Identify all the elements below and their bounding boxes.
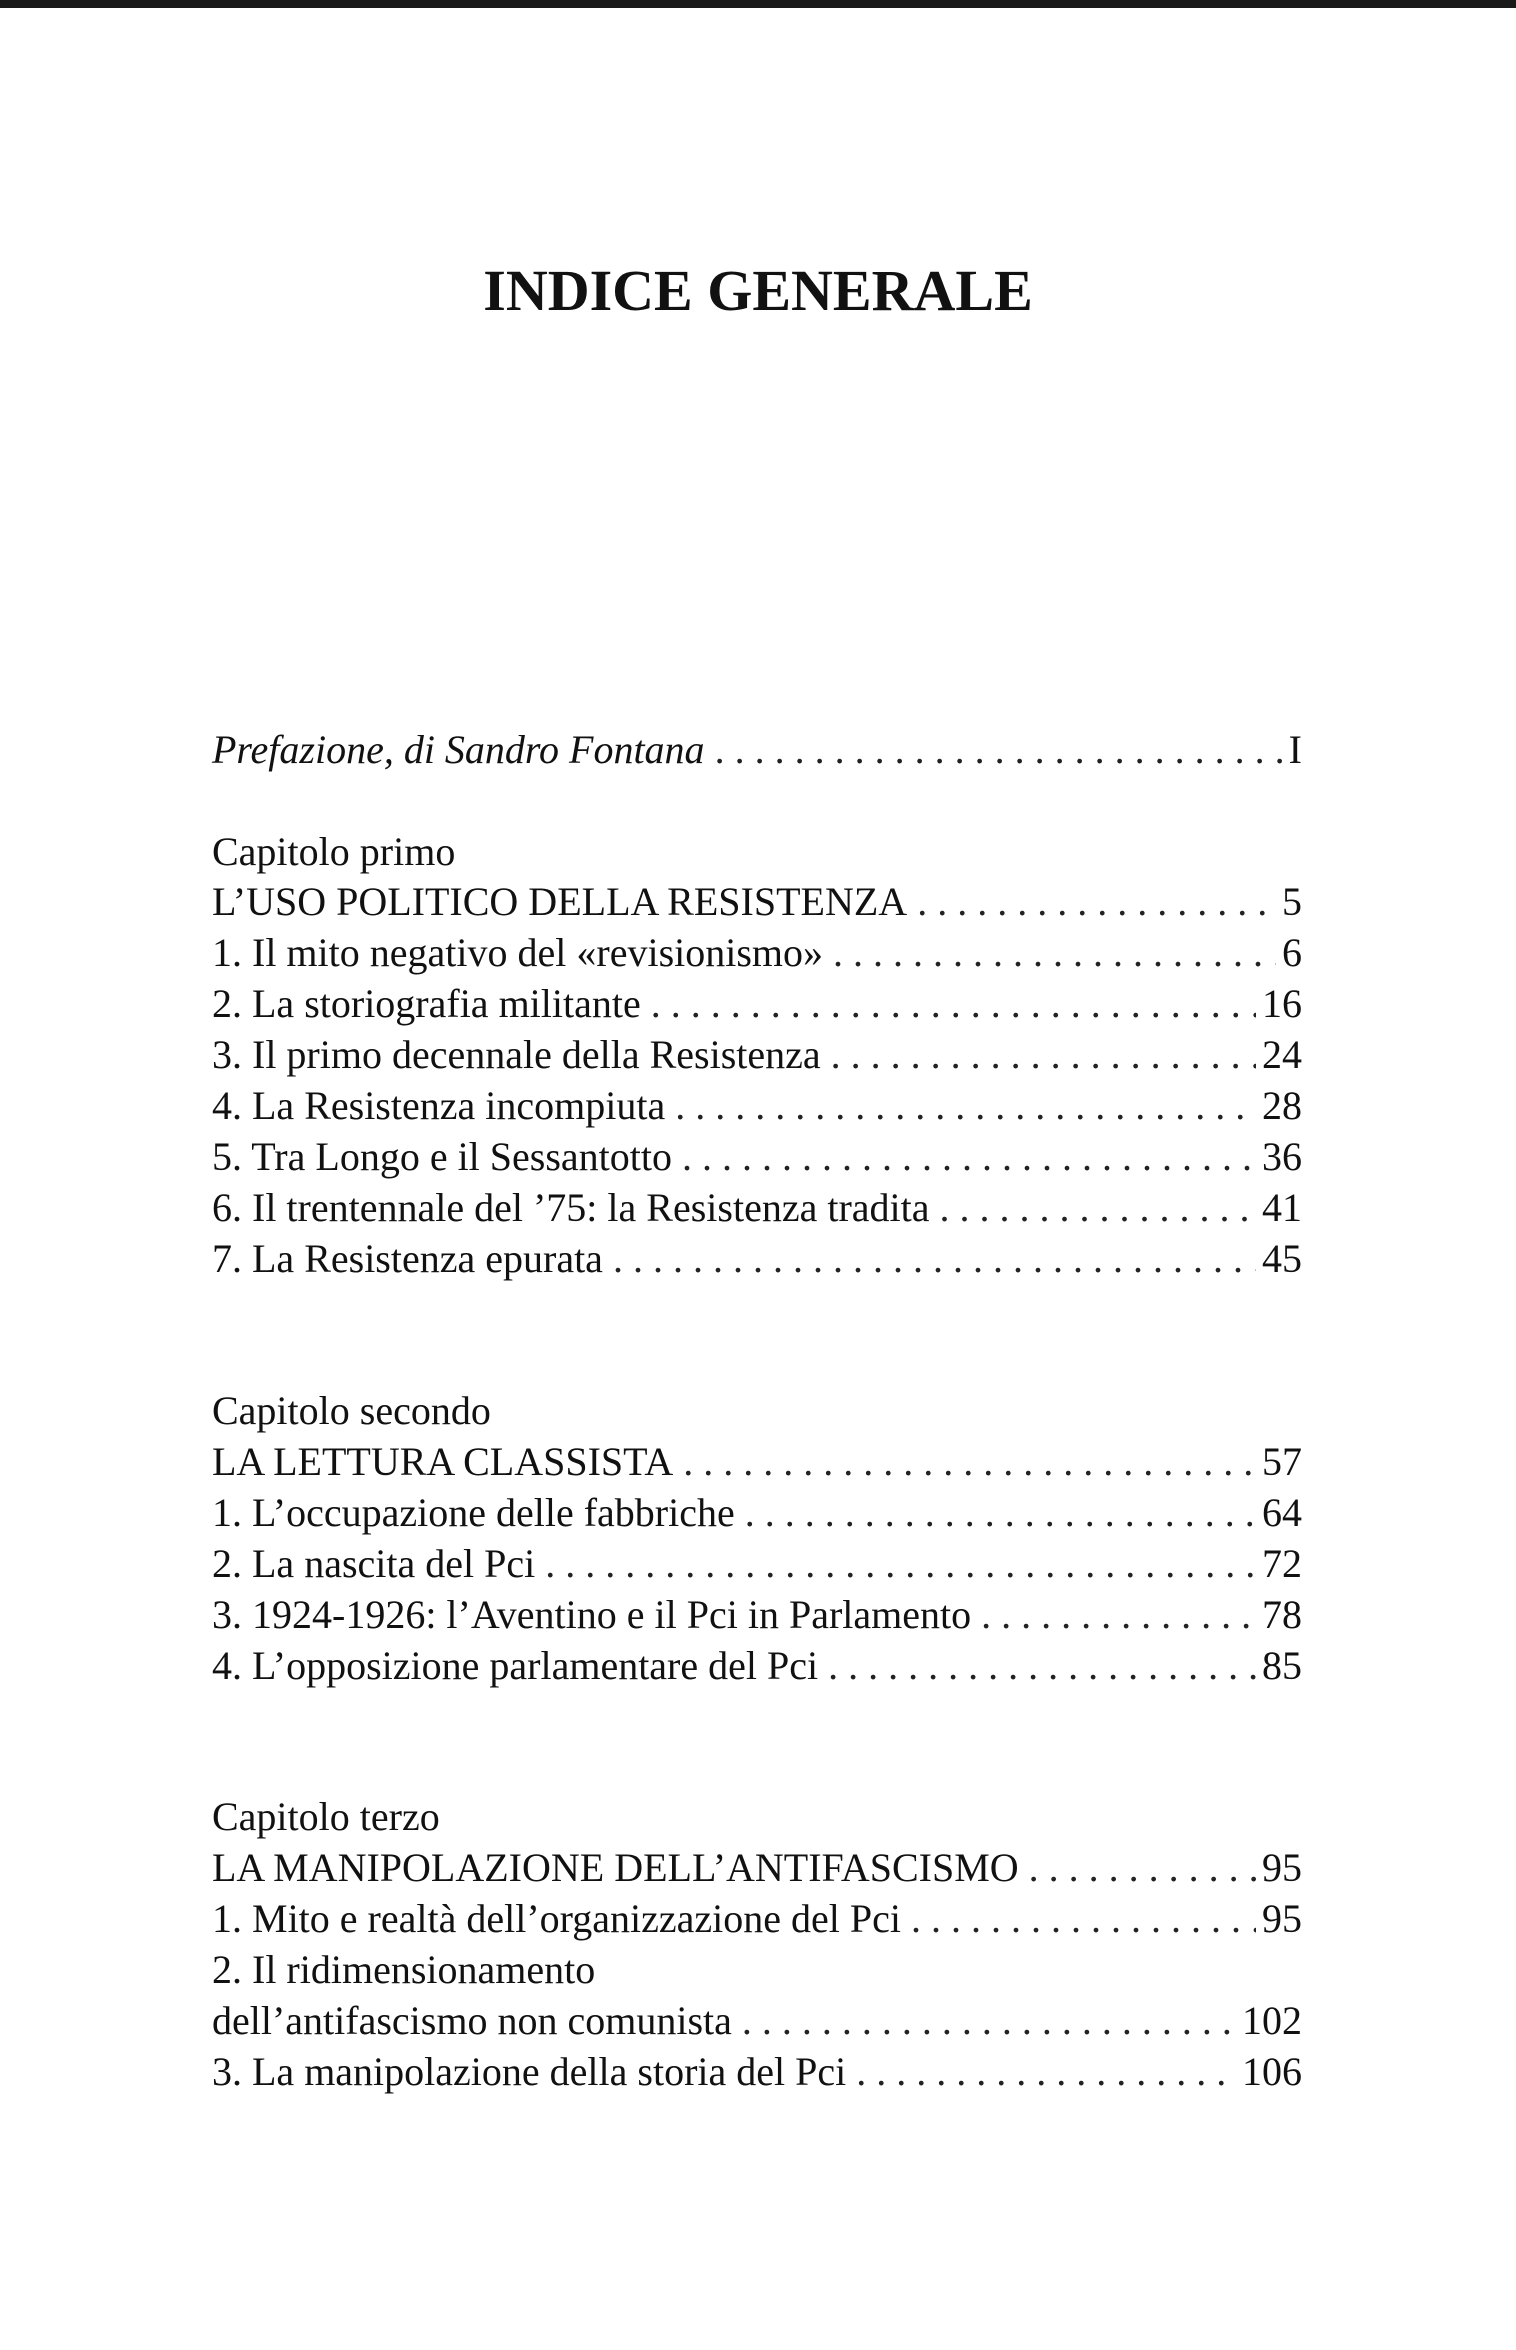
dot-leader [911, 1893, 1256, 1945]
dot-leader [833, 927, 1276, 979]
top-border-rule [0, 0, 1516, 8]
toc-entry-title: dell’antifascismo non comunista [212, 1998, 732, 2043]
chapter-heading-title: LA MANIPOLAZIONE DELL’ANTIFASCISMO [212, 1845, 1019, 1890]
toc-entry-page: 106 [1242, 2049, 1302, 2094]
toc-entry-page: I [1288, 727, 1302, 772]
toc-entry-page: 95 [1262, 1896, 1302, 1941]
toc-entry-page: 6 [1282, 930, 1302, 975]
dot-leader [683, 1436, 1256, 1488]
toc-entry-title: 3. 1924-1926: l’Aventino e il Pci in Parlamento [212, 1592, 972, 1637]
dot-leader [917, 876, 1276, 928]
dot-leader [828, 1640, 1256, 1692]
toc-entry [212, 1487, 1302, 1539]
toc-entry-page: 28 [1262, 1083, 1302, 1128]
toc-entry-page: 16 [1262, 981, 1302, 1026]
chapter-label: Capitolo terzo [212, 1794, 440, 1839]
toc-entry-title: 1. Il mito negativo del «revisionismo» [212, 930, 824, 975]
chapter-heading [212, 1436, 1302, 1488]
page-title: INDICE GENERALE [483, 258, 1033, 323]
toc-entry [212, 1640, 1302, 1692]
toc-entry-title-first-line: 2. Il ridimensionamento [212, 1947, 596, 1992]
dot-leader [675, 1080, 1256, 1132]
toc-entry-title: 2. La storiografia militante [212, 981, 641, 1026]
chapter-heading-page: 5 [1282, 879, 1302, 924]
toc-entry-page: 41 [1262, 1185, 1302, 1230]
chapter-label: Capitolo secondo [212, 1388, 491, 1433]
toc-entry [212, 1995, 1302, 2047]
chapter-heading-title: L’USO POLITICO DELLA RESISTENZA [212, 879, 908, 924]
toc-entry [212, 1233, 1302, 1285]
toc-entry-title: 4. La Resistenza incompiuta [212, 1083, 666, 1128]
toc-entry [212, 927, 1302, 979]
dot-leader [1029, 1842, 1256, 1894]
toc-entry [212, 1029, 1302, 1081]
toc-entry-title: 4. L’opposizione parlamentare del Pci [212, 1643, 819, 1688]
toc-entry-title: Prefazione, di Sandro Fontana [212, 727, 705, 772]
toc-entry-page: 45 [1262, 1236, 1302, 1281]
toc-entry-page: 85 [1262, 1643, 1302, 1688]
toc-entry-title: 5. Tra Longo e il Sessantotto [212, 1134, 673, 1179]
toc-entry [212, 978, 1302, 1030]
dot-leader [613, 1233, 1256, 1285]
chapter-heading [212, 876, 1302, 928]
dot-leader [940, 1182, 1257, 1234]
toc-entry [212, 1538, 1302, 1590]
toc-entry [212, 1589, 1302, 1641]
toc-entry [212, 1182, 1302, 1234]
toc-entry-title: 6. Il trentennale del ’75: la Resistenza tradita [212, 1185, 930, 1230]
toc-entry-page: 72 [1262, 1541, 1302, 1586]
toc-entry-title: 2. La nascita del Pci [212, 1541, 536, 1586]
toc-entry [212, 1893, 1302, 1945]
dot-leader [545, 1538, 1256, 1590]
toc-entry-title: 3. La manipolazione della storia del Pci [212, 2049, 847, 2094]
toc-entry-title: 7. La Resistenza epurata [212, 1236, 603, 1281]
toc-entry-page: 24 [1262, 1032, 1302, 1077]
toc-entry [212, 1080, 1302, 1132]
toc-entry [212, 2046, 1302, 2098]
chapter-heading [212, 1842, 1302, 1894]
dot-leader [981, 1589, 1256, 1641]
dot-leader [715, 724, 1283, 776]
chapter-heading-page: 95 [1262, 1845, 1302, 1890]
chapter-heading-title: LA LETTURA CLASSISTA [212, 1439, 674, 1484]
toc-entry-title: 3. Il primo decennale della Resistenza [212, 1032, 821, 1077]
dot-leader [831, 1029, 1256, 1081]
toc-entry-page: 78 [1262, 1592, 1302, 1637]
chapter-label: Capitolo primo [212, 829, 456, 874]
dot-leader [651, 978, 1256, 1030]
toc-entry-title: 1. Mito e realtà dell’organizzazione del Pci [212, 1896, 901, 1941]
dot-leader [856, 2046, 1236, 2098]
toc-entry [212, 1131, 1302, 1183]
chapter-heading-page: 57 [1262, 1439, 1302, 1484]
dot-leader [742, 1995, 1236, 2047]
dot-leader [682, 1131, 1256, 1183]
dot-leader [745, 1487, 1256, 1539]
toc-entry-page: 36 [1262, 1134, 1302, 1179]
toc-entry-preface [212, 724, 1302, 776]
toc-entry-title: 1. L’occupazione delle fabbriche [212, 1490, 735, 1535]
toc-entry-page: 64 [1262, 1490, 1302, 1535]
toc-entry-page: 102 [1242, 1998, 1302, 2043]
